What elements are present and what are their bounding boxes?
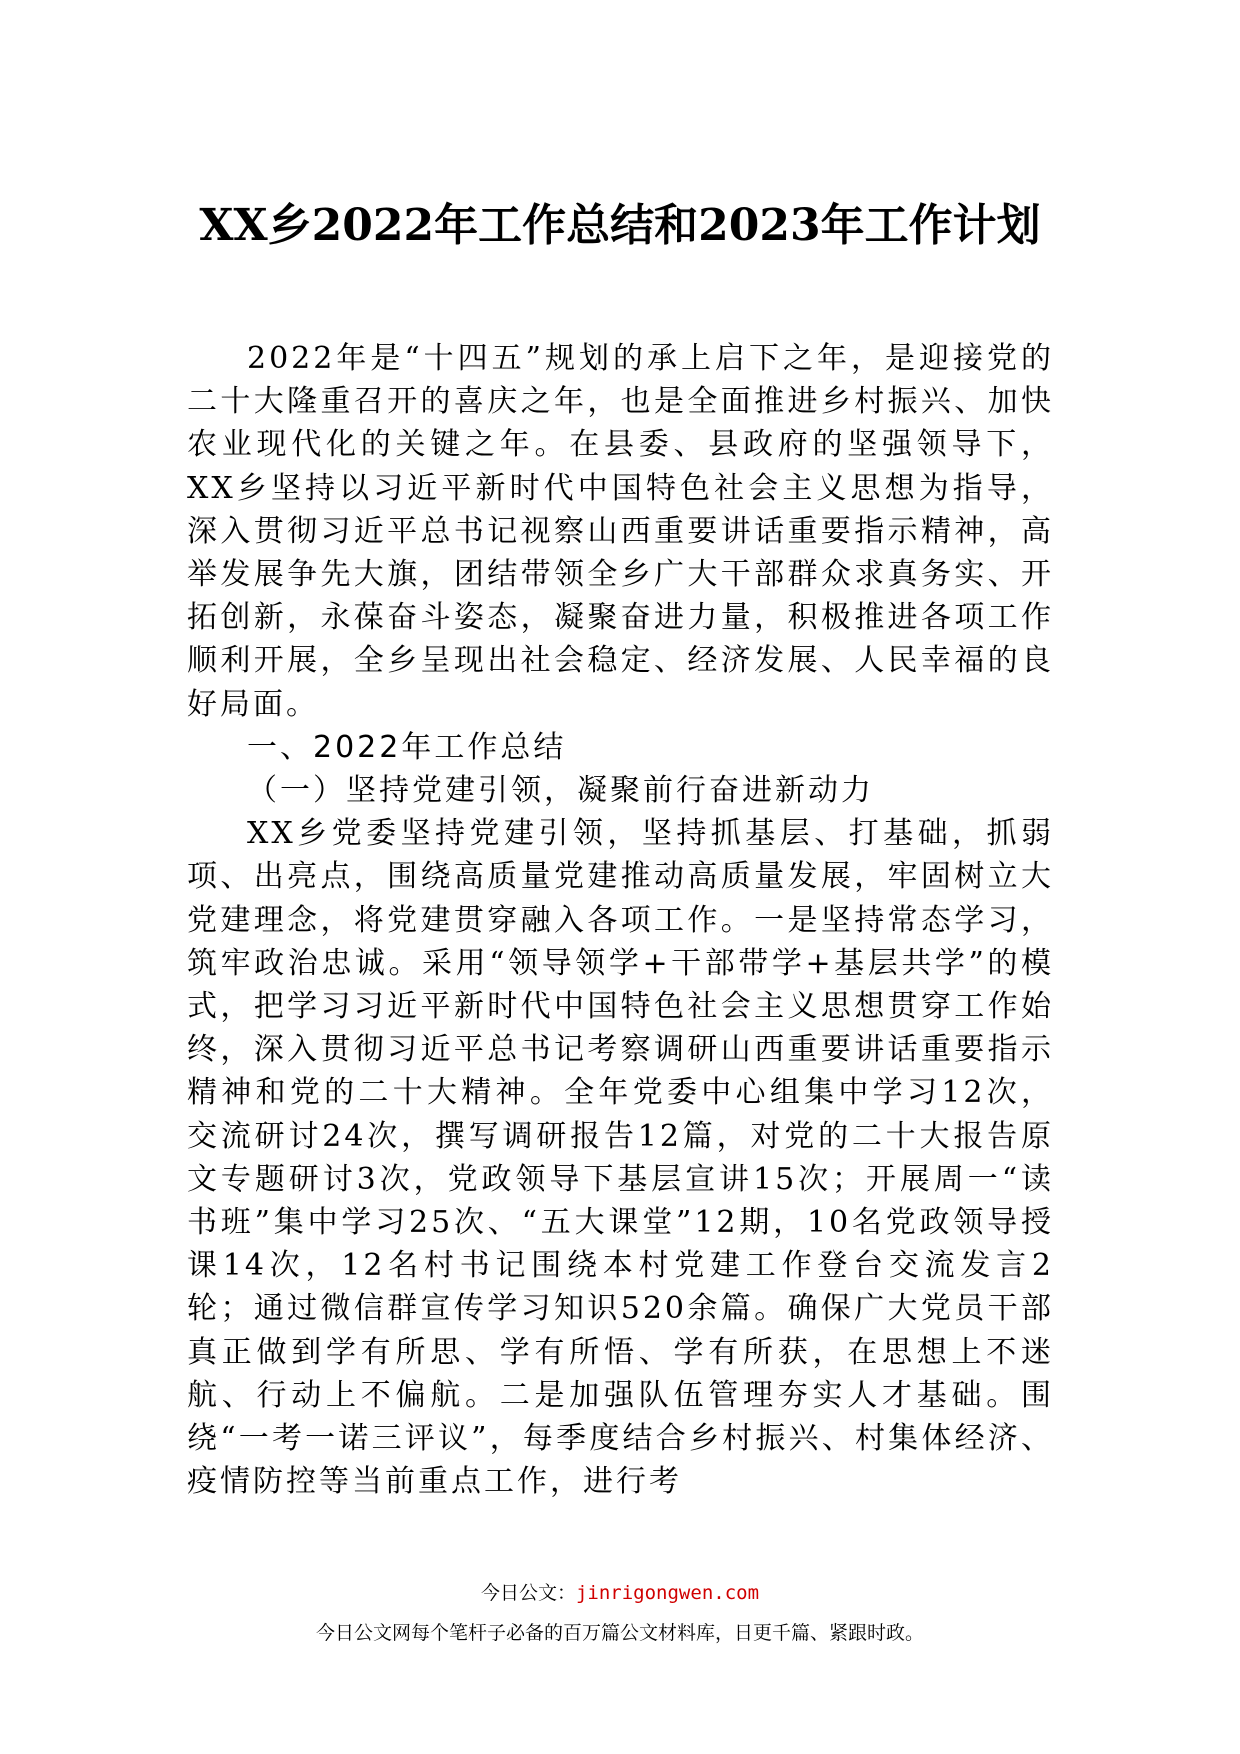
document-body [187, 337, 1054, 1503]
page-title: XX乡2022年工作总结和2023年工作计划 [199, 200, 1041, 251]
body-paragraph: XX乡党委坚持党建引领，坚持抓基层、打基础，抓弱项、出亮点，围绕高质量党建推动高质量发展，牢固树立大党建理念，将党建贯穿融入各项工作。一是坚持常态学习，筑牢政治忠诚。采用“领导领学+干部带学+基层共学”的模式，把学习习近平新时代中国特色社会主义思想贯穿工作始终，深入贯彻习近平总书记考察调研山西重要讲话重要指示精神和党的二十大精神。全年党委中心组集中学习12次，交流研讨24次，撰写调研报告12篇，对党的二十大报告原文专题研讨3次，党政领导下基层宣讲15次；开展周一“读书班”集中学习25次、“五大课堂”12期，10名党政领导授课14次，12名村书记围绕本村党建工作登台交流发言2轮；通过微信群宣传学习知识520余篇。确保广大党员干部真正做到学有所思、学有所悟、学有所获，在思想上不迷航、行动上不偏航。二是加强队伍管理夯实人才基础。围绕“一考一诺三评议”，每季度结合乡村振兴、村集体经济、疫情防控等当前重点工作，进行考 [187, 816, 1054, 1500]
subsection-heading: （一）坚持党建引领，凝聚前行奋进新动力 [247, 773, 874, 809]
section-heading: 一、2022年工作总结 [247, 729, 567, 765]
footer-site-label: 今日公文： [480, 1582, 576, 1604]
footer-site-line [0, 1580, 1240, 1606]
footer-slogan: 今日公文网每个笔杆子必备的百万篇公文材料库，日更千篇、紧跟时政。 [315, 1622, 924, 1644]
footer-site-link[interactable]: jinrigongwen.com [575, 1582, 760, 1604]
intro-paragraph: 2022年是“十四五”规划的承上启下之年，是迎接党的二十大隆重召开的喜庆之年，也是全面推进乡村振兴、加快农业现代化的关键之年。在县委、县政府的坚强领导下，XX乡坚持以习近平新时代中国特色社会主义思想为指导，深入贯彻习近平总书记视察山西重要讲话重要指示精神，高举发展争先大旗，团结带领全乡广大干部群众求真务实、开拓创新，永葆奋斗姿态，凝聚奋进力量，积极推进各项工作顺利开展，全乡呈现出社会稳定、经济发展、人民幸福的良好局面。 [187, 341, 1054, 722]
